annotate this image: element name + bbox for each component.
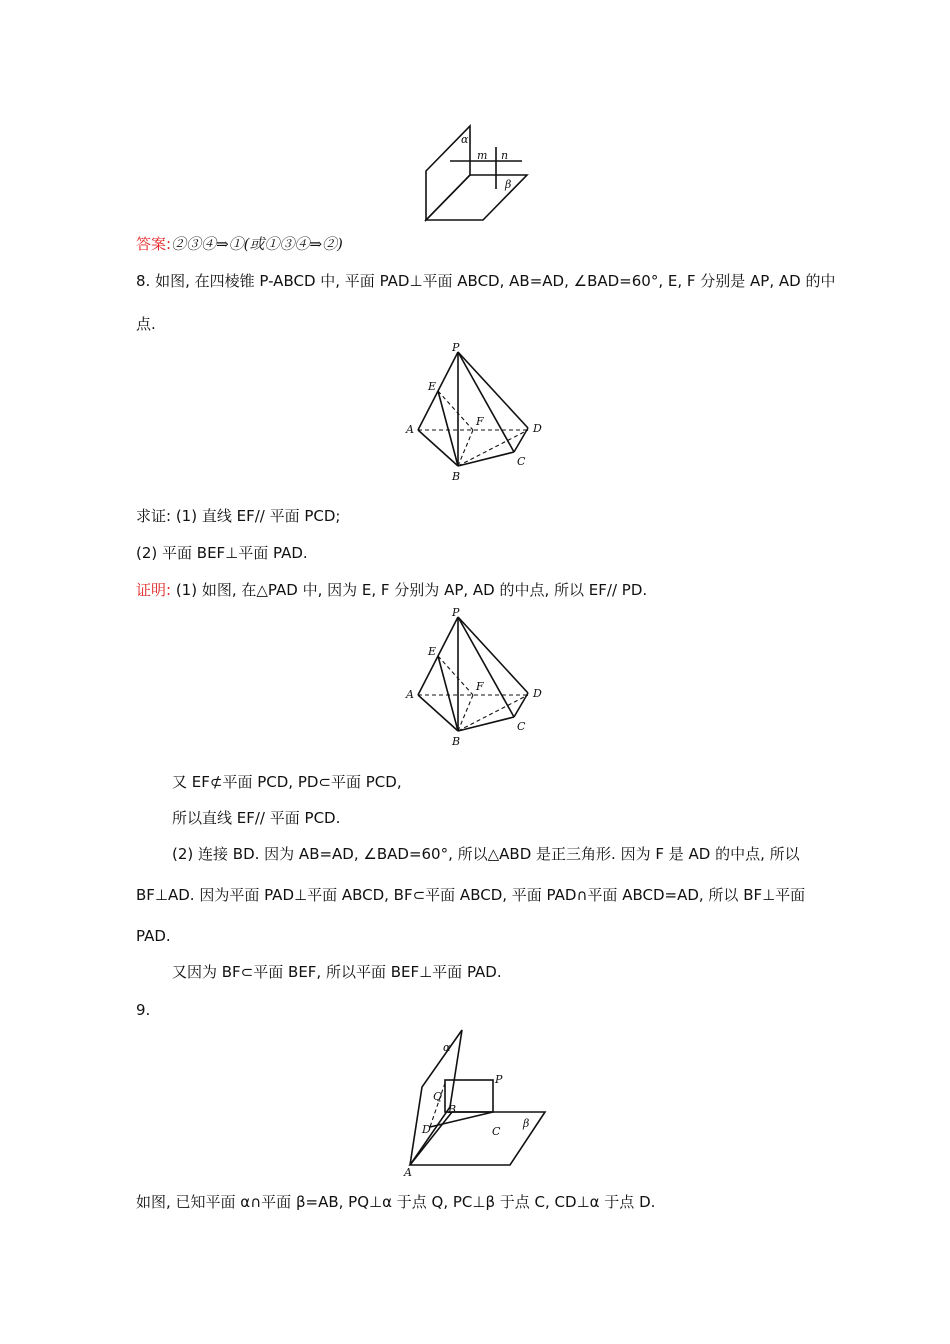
figure-planes-m-n [420,123,530,223]
label-alpha: α [461,133,469,146]
label-P: P [452,606,460,619]
plane-beta [426,175,527,220]
label-beta: β [523,1117,530,1130]
label-D: D [533,422,542,435]
label-F: F [476,415,484,428]
problem-8-line-2: 点. [136,315,156,333]
label-D: D [422,1123,431,1136]
proof-8-line-2: 又 EF⊄平面 PCD, PD⊂平面 PCD, [172,773,402,791]
problem-9-text: 如图, 已知平面 α∩平面 β=AB, PQ⊥α 于点 Q, PC⊥β 于点 C, CD⊥α 于点 D. [136,1193,656,1211]
label-P: P [495,1073,503,1086]
label-B: B [452,470,461,483]
problem-8-line-1: 8. 如图, 在四棱锥 P-ABCD 中, 平面 PAD⊥平面 ABCD, AB=AD, ∠BAD=60°, E, F 分别是 AP, AD 的中 [136,272,836,290]
prove-1: 求证: (1) 直线 EF// 平面 PCD; [136,507,341,525]
answer-label: 答案: [136,235,172,253]
label-E: E [428,380,437,393]
figure-pyramid-problem [400,340,550,485]
proof-8-line-7: 又因为 BF⊂平面 BEF, 所以平面 BEF⊥平面 PAD. [172,963,502,981]
label-F: F [476,680,484,693]
label-B: B [448,1103,457,1116]
label-A: A [406,423,414,436]
label-A: A [404,1166,412,1179]
proof-8-line-4: (2) 连接 BD. 因为 AB=AD, ∠BAD=60°, 所以△ABD 是正三角形. 因为 F 是 AD 的中点, 所以 [172,845,800,863]
proof-8-line-3: 所以直线 EF// 平面 PCD. [172,809,341,827]
label-m: m [477,149,488,162]
label-Q: Q [433,1090,443,1103]
label-E: E [428,645,437,658]
label-C: C [517,720,526,733]
proof-text-1: (1) 如图, 在△PAD 中, 因为 E, F 分别为 AP, AD 的中点, 所以 EF// PD. [171,581,648,599]
answer-7 [136,234,343,254]
label-alpha: α [443,1041,451,1054]
figure-planes-problem-9 [400,1025,550,1180]
label-n: n [501,149,509,162]
answer-text: ②③④⇒①(或①③④⇒②) [171,235,343,253]
proof-label: 证明: [136,581,172,599]
figure-pyramid-proof [400,605,550,750]
proof-8-line-5: BF⊥AD. 因为平面 PAD⊥平面 ABCD, BF⊂平面 ABCD, 平面 PAD∩平面 ABCD=AD, 所以 BF⊥平面 [136,886,806,904]
label-A: A [406,688,414,701]
problem-9-number: 9. [136,1001,151,1019]
prove-2: (2) 平面 BEF⊥平面 PAD. [136,544,308,562]
label-C: C [517,455,526,468]
label-P: P [452,341,460,354]
label-D: D [533,687,542,700]
label-B: B [452,735,461,748]
label-C: C [492,1125,501,1138]
proof-8-line-1 [136,580,647,600]
label-beta: β [505,178,512,191]
proof-8-line-6: PAD. [136,927,171,945]
